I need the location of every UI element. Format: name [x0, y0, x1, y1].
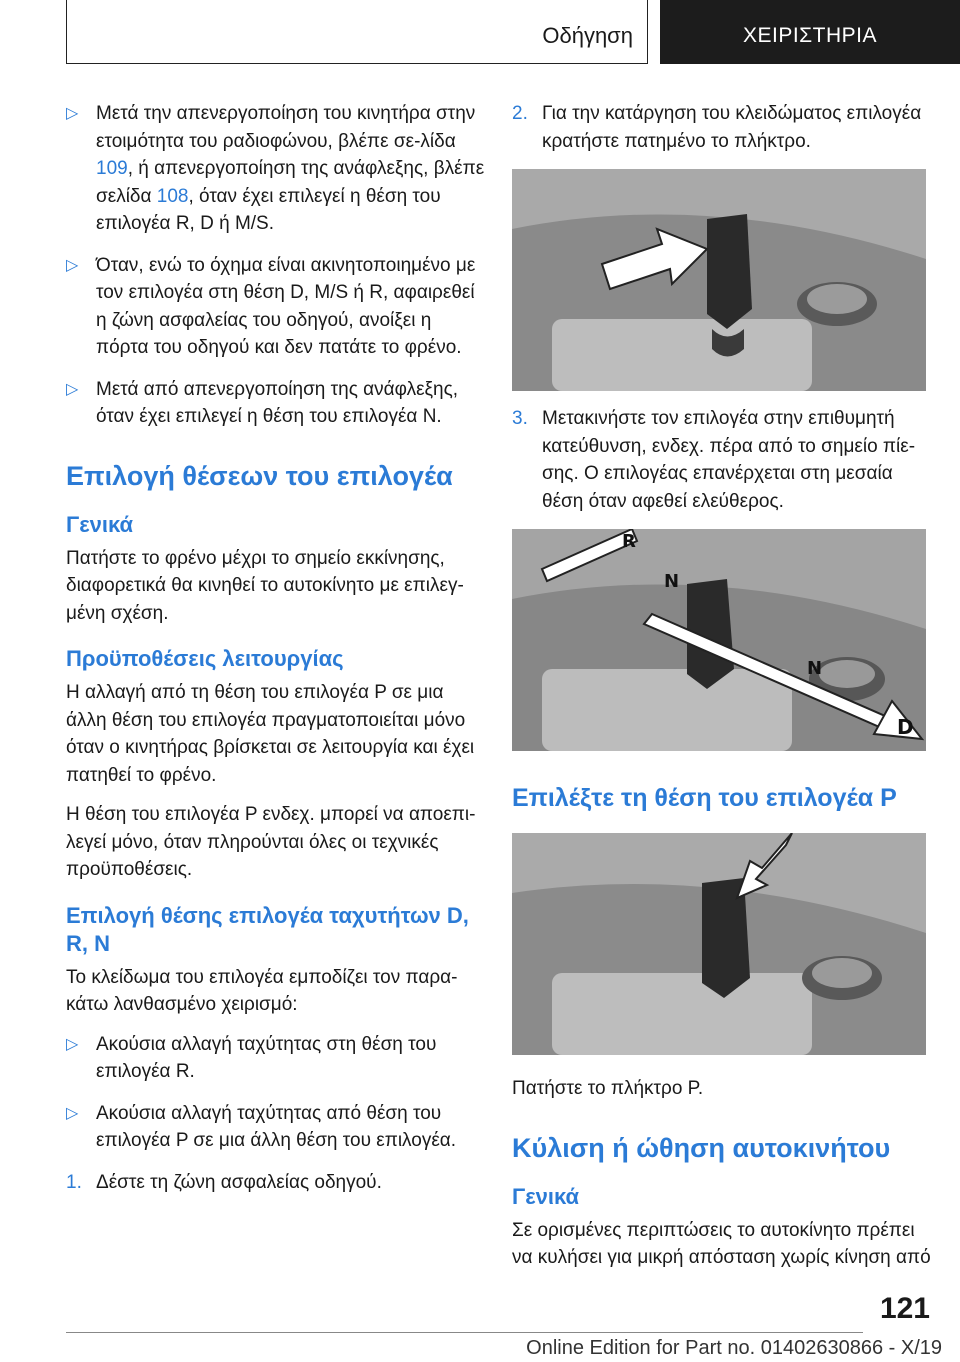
subheading-select-d-r-n: Επιλογή θέσης επιλογέα ταχυτήτων D, R, N [66, 902, 469, 956]
subheading-general: Γενικά [66, 511, 134, 537]
step-item [512, 405, 932, 515]
list-item [66, 376, 486, 431]
header-chapter-tab [660, 0, 960, 64]
subheading-general: Γενικά [512, 1183, 580, 1209]
header-section-label: Οδήγηση [542, 22, 633, 48]
photo-selector-unlock-button [512, 169, 926, 391]
gear-directions-illustration [512, 529, 926, 751]
direction-label: R [622, 531, 636, 552]
photo-selector-directions [512, 529, 926, 751]
step-text: Για την κατάργηση του κλειδώματος επιλογέα κρατήστε πατημένο το πλήκτρο. [542, 103, 922, 152]
photo-p-button [512, 833, 926, 1055]
direction-label: D [897, 715, 914, 739]
triangle-bullet-icon: ▷ [66, 105, 79, 122]
page-link-108[interactable]: 108 [156, 185, 189, 207]
text-segment: , ή απενεργοποίηση της ανάφλεξης, βλέπε σελίδα [96, 158, 485, 207]
paragraph-prerequisites-1: Η αλλαγή από τη θέση του επιλογέα P σε μια άλλη θέση του επιλογέα πραγματοποιείται μόνο όταν ο κινητήρας βρίσκεται σε λειτουργία και έχει πατηθεί το φρένο. [66, 682, 475, 786]
text-segment: Μετά την απενεργοποίηση του κινητήρα στην ετοιμότητα του ραδιοφώνου, βλέπε σε-λίδα [96, 103, 476, 152]
section-heading-rolling: Κύλιση ή ώθηση αυτοκινήτου [512, 1132, 891, 1163]
triangle-bullet-icon: ▷ [66, 1104, 79, 1122]
left-column [66, 100, 486, 1210]
paragraph-prerequisites-2: Η θέση του επιλογέα P ενδεχ. μπορεί να αποεπι-λεγεί μόνο, όταν πληρούνται όλες οι τεχνικές προϋποθέσεις. [66, 804, 476, 880]
right-column [512, 100, 932, 1284]
list-item [66, 252, 486, 362]
step-text: Δέστε τη ζώνη ασφαλείας οδηγού. [96, 1171, 382, 1193]
footer-divider [66, 1332, 863, 1333]
page-number: 121 [879, 1292, 930, 1325]
list-item-text: Ακούσια αλλαγή ταχύτητας στη θέση του επιλογέα R. [96, 1033, 437, 1082]
triangle-bullet-icon: ▷ [66, 380, 79, 398]
header-section-tab [66, 0, 648, 64]
direction-label: N [807, 658, 823, 679]
paragraph-selector-lock: Το κλείδωμα του επιλογέα εμποδίζει τον παρα-κάτω λανθασμένο χειρισμό: [66, 966, 458, 1015]
header-chapter-label: ΧΕΙΡΙΣΤΗΡΙΑ [742, 24, 877, 47]
list-item [66, 100, 486, 238]
section-heading-select-positions: Επιλογή θέσεων του επιλογέα [66, 460, 453, 491]
triangle-bullet-icon: ▷ [66, 1035, 79, 1053]
paragraph-rolling: Σε ορισμένες περιπτώσεις το αυτοκίνητο πρέπει να κυλήσει για μικρή απόσταση χωρίς κίνηση από [512, 1219, 931, 1268]
step-item [512, 100, 932, 155]
section-heading-select-p: Επιλέξτε τη θέση του επιλογέα P [512, 784, 897, 812]
step-number: 2. [512, 103, 528, 124]
gear-selector-illustration [512, 169, 926, 391]
text-segment: , όταν έχει επιλεγεί η θέση του επιλογέα R, D ή M/S. [96, 185, 441, 234]
step-number: 1. [66, 1171, 82, 1193]
list-item-text [96, 100, 486, 238]
paragraph-general: Πατήστε το φρένο μέχρι το σημείο εκκίνησης, διαφορετικά θα κινηθεί το αυτοκίνητο με επιλεγ-μένη σχέση. [66, 547, 464, 624]
triangle-bullet-icon: ▷ [66, 256, 79, 274]
list-item-text: Όταν, ενώ το όχημα είναι ακινητοποιημένο με τον επιλογέα στη θέση D, M/S ή R, αφαιρεθεί η ζώνη ασφαλείας του οδηγού, ανοίξει η πόρτα του οδηγού και δεν πατάτε το φρένο. [96, 254, 476, 358]
list-item-text: Ακούσια αλλαγή ταχύτητας από θέση του επιλογέα P σε μια άλλη θέση του επιλογέα. [96, 1102, 457, 1151]
page-link-109[interactable]: 109 [96, 158, 128, 179]
direction-label: N [664, 571, 680, 592]
step-text: Μετακινήστε τον επιλογέα στην επιθυμητή κατεύθυνση, ενδεχ. πέρα από το σημείο πίε-σης. Ο επιλογέας επανέρχεται στη μεσαία θέση όταν αφεθεί ελεύθερος. [542, 408, 916, 512]
step-item [66, 1169, 486, 1197]
subheading-prerequisites: Προϋποθέσεις λειτουργίας [66, 646, 344, 671]
list-item-text: Μετά από απενεργοποίηση της ανάφλεξης, όταν έχει επιλεγεί η θέση του επιλογέα N. [96, 378, 459, 427]
p-button-illustration [512, 833, 926, 1055]
paragraph-press-p: Πατήστε το πλήκτρο P. [512, 1078, 704, 1099]
list-item [66, 1031, 486, 1086]
footer-edition-link[interactable]: Online Edition for Part no. 01402630866 - X/19 [526, 1337, 942, 1359]
list-item [66, 1100, 486, 1155]
step-number: 3. [512, 408, 528, 429]
